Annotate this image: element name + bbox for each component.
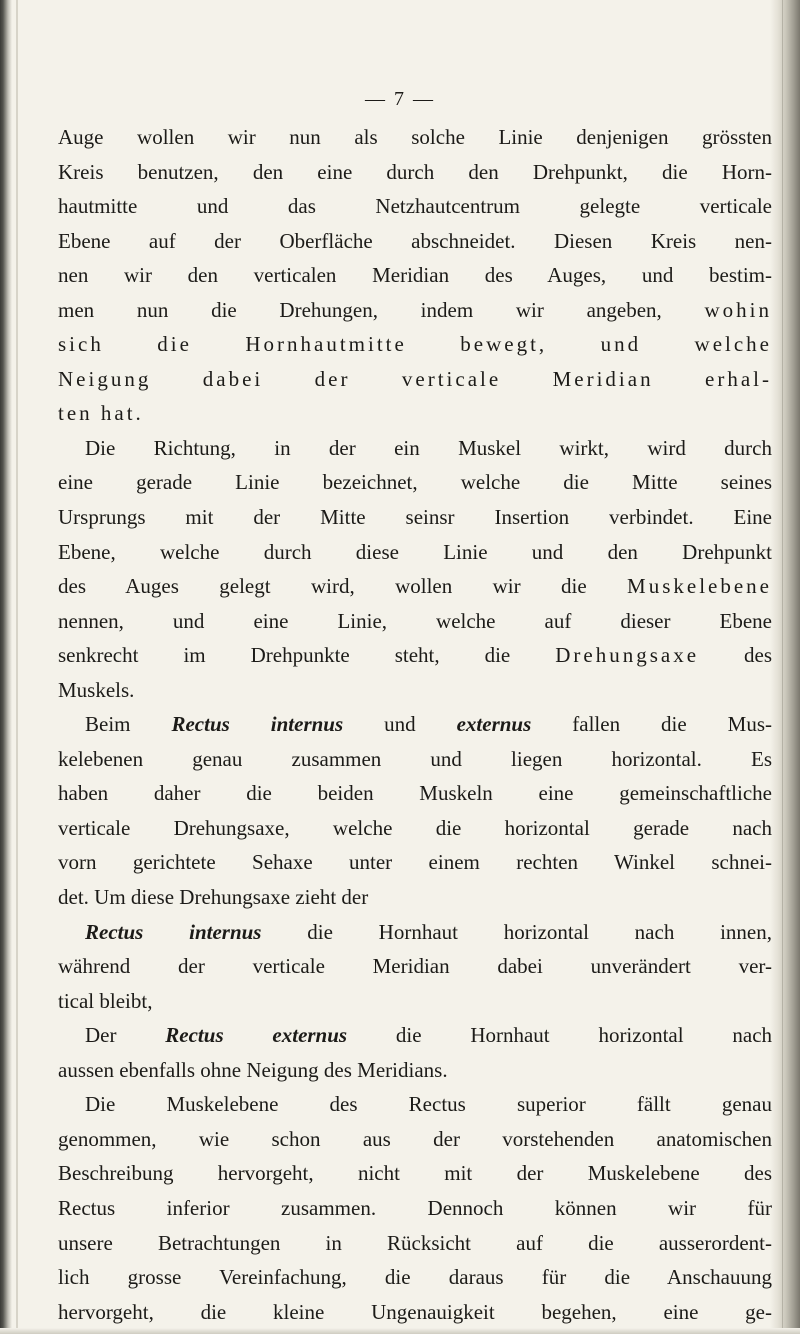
text-span: aussen ebenfalls ohne Neigung des Meridians. (58, 1057, 448, 1082)
text-span: Ursprungs mit der Mitte seinsr Insertion verbindet. Eine (58, 505, 772, 530)
text-span: unsere Betrachtungen in Rücksicht auf die ausserordent- (58, 1230, 772, 1255)
text-line (58, 1053, 772, 1088)
text-line (58, 673, 772, 708)
text-span: genommen, wie schon aus der vorstehenden anatomischen (58, 1126, 772, 1151)
text-span: Auge wollen wir nun als solche Linie denjenigen grössten (58, 125, 772, 149)
text-line (58, 1018, 772, 1053)
text-span: Die Muskelebene des Rectus superior fällt genau (85, 1092, 772, 1117)
text-line (58, 569, 772, 604)
italic-term: Rectus internus (85, 919, 262, 944)
text-line (58, 465, 772, 500)
text-span: Beschreibung hervorgeht, nicht mit der Muskelebene des (58, 1161, 772, 1186)
spaced-emphasis: wohin (704, 297, 772, 322)
text-line (58, 984, 772, 1019)
italic-term: Rectus externus (165, 1023, 348, 1048)
text-line (58, 224, 772, 259)
text-span: men nun die Drehungen, indem wir angeben, (58, 297, 705, 322)
body-text (58, 120, 772, 1329)
text-line (58, 638, 772, 673)
text-line (58, 845, 772, 880)
text-span: Rectus inferior zusammen. Dennoch können wir für (58, 1195, 772, 1220)
text-line (58, 1260, 772, 1295)
italic-term: externus (456, 712, 532, 737)
text-line (58, 189, 772, 224)
text-line (58, 1087, 772, 1122)
text-span: und (343, 712, 457, 737)
text-line (58, 1156, 772, 1191)
text-span: tical bleibt, (58, 988, 153, 1013)
text-span: Muskels. (58, 677, 135, 702)
text-span: haben daher die beiden Muskeln eine gemeinschaftliche (58, 781, 772, 806)
spaced-emphasis: ten hat. (58, 401, 144, 426)
text-line (58, 707, 772, 742)
text-line (58, 155, 772, 190)
text-span: die Hornhaut horizontal nach innen, (261, 919, 772, 944)
text-span: während der verticale Meridian dabei unverändert ver- (58, 954, 772, 979)
text-span: Kreis benutzen, den eine durch den Drehpunkt, die Horn- (58, 159, 772, 184)
text-line (58, 1122, 772, 1157)
spaced-emphasis: Drehungsaxe (555, 643, 700, 668)
text-line (58, 120, 772, 155)
text-span: fallen die Mus- (531, 712, 773, 737)
text-span: nennen, und eine Linie, welche auf dieser Ebene (58, 608, 772, 633)
page-edge-shadow (770, 0, 800, 1334)
text-line (58, 880, 772, 915)
text-span: Ebene, welche durch diese Linie und den Drehpunkt (58, 539, 772, 564)
text-span: vorn gerichtete Sehaxe unter einem rechten Winkel schnei- (58, 850, 772, 875)
text-line (58, 258, 772, 293)
text-line (58, 535, 772, 570)
text-line (58, 776, 772, 811)
text-line (58, 1191, 772, 1226)
text-span: Der (85, 1023, 166, 1048)
text-span: Die Richtung, in der ein Muskel wirkt, wird durch (85, 435, 772, 460)
text-span: verticale Drehungsaxe, welche die horizontal gerade nach (58, 815, 772, 840)
text-line (58, 604, 772, 639)
text-span: nen wir den verticalen Meridian des Auges, und bestim- (58, 263, 772, 288)
text-span: senkrecht im Drehpunkte steht, die (58, 643, 556, 668)
text-span: des (699, 643, 772, 668)
text-line (58, 362, 772, 397)
text-line (58, 396, 772, 431)
italic-term: Rectus internus (171, 712, 344, 737)
text-span: det. Um diese Drehungsaxe zieht der (58, 885, 369, 910)
text-span: kelebenen genau zusammen und liegen horizontal. Es (58, 746, 772, 771)
text-span: des Auges gelegt wird, wollen wir die (58, 574, 628, 599)
text-span: hervorgeht, die kleine Ungenauigkeit begehen, eine ge- (58, 1299, 772, 1324)
text-line (58, 915, 772, 950)
text-line (58, 1295, 772, 1330)
text-line (58, 811, 772, 846)
text-span: Beim (85, 712, 172, 737)
text-line (58, 949, 772, 984)
text-span: Ebene auf der Oberfläche abschneidet. Diesen Kreis nen- (58, 228, 772, 253)
text-line (58, 1226, 772, 1261)
text-span: eine gerade Linie bezeichnet, welche die Mitte seines (58, 470, 772, 495)
spaced-emphasis: Muskelebene (627, 574, 772, 599)
text-line (58, 742, 772, 777)
text-line (58, 431, 772, 466)
text-line (58, 500, 772, 535)
text-line (58, 327, 772, 362)
spaced-emphasis: sich die Hornhautmitte bewegt, und welche (58, 332, 772, 357)
text-line (58, 293, 772, 328)
text-span: hautmitte und das Netzhautcentrum gelegte verticale (58, 194, 772, 219)
binding-edge (0, 0, 12, 1334)
text-span: lich grosse Vereinfachung, die daraus für die Anschauung (58, 1265, 772, 1290)
spaced-emphasis: Neigung dabei der verticale Meridian erhal- (58, 366, 772, 391)
page-number: — 7 — (365, 88, 435, 110)
text-span: die Hornhaut horizontal nach (347, 1023, 773, 1048)
